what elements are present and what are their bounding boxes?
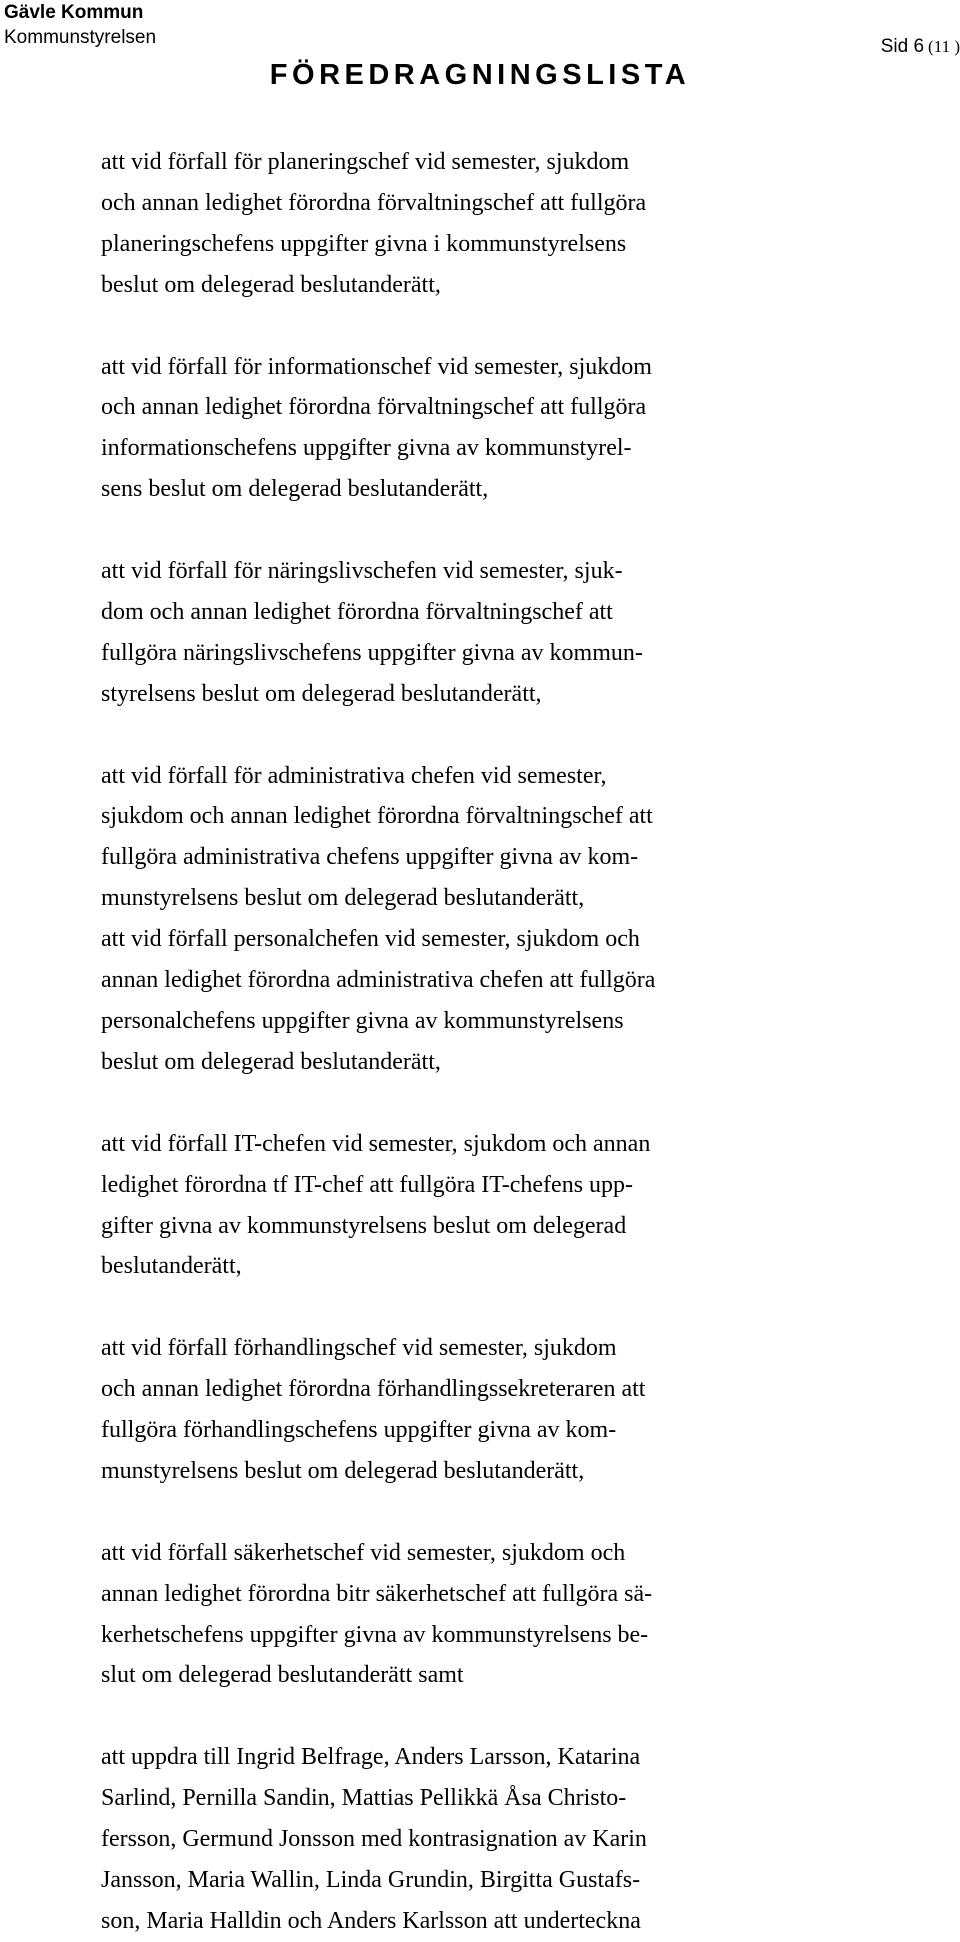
- text-line: Sarlind, Pernilla Sandin, Mattias Pellikkä Åsa Christo-: [101, 1785, 627, 1812]
- paragraph: [101, 1533, 781, 1697]
- text-line: beslut om delegerad beslutanderätt,: [101, 271, 441, 298]
- text-line: annan ledighet förordna bitr säkerhetschef att fullgöra sä-: [101, 1580, 653, 1607]
- text-line: att vid förfall för planeringschef vid semester, sjukdom: [101, 149, 630, 175]
- text-line: son, Maria Halldin och Anders Karlsson att underteckna: [101, 1907, 641, 1934]
- text-line: att vid förfall IT-chefen vid semester, sjukdom och annan: [101, 1130, 651, 1157]
- text-line: att vid förfall förhandlingschef vid semester, sjukdom: [101, 1335, 617, 1362]
- text-line: gifter givna av kommunstyrelsens beslut om delegerad: [101, 1212, 627, 1239]
- paragraph-spacer: [101, 1492, 781, 1533]
- text-line: slut om delegerad beslutanderätt samt: [101, 1662, 464, 1689]
- text-line: fullgöra näringslivschefens uppgifter givna av kommun-: [101, 639, 643, 666]
- text-line: att vid förfall för informationschef vid semester, sjukdom: [101, 353, 652, 380]
- paragraph: [101, 756, 781, 1083]
- document-body: [101, 142, 781, 1942]
- text-line: och annan ledighet förordna förhandlingssekreteraren att: [101, 1376, 646, 1403]
- text-line: styrelsens beslut om delegerad beslutanderätt,: [101, 680, 542, 707]
- paragraph-spacer: [101, 1696, 781, 1737]
- document-title: FÖREDRAGNINGSLISTA: [269, 59, 691, 91]
- paragraph-spacer: [101, 306, 781, 347]
- paragraph: [101, 1328, 781, 1492]
- text-line: personalchefens uppgifter givna av kommunstyrelsens: [101, 1007, 624, 1034]
- paragraph: [101, 551, 781, 715]
- paragraph-spacer: [101, 1287, 781, 1328]
- text-line: fullgöra förhandlingschefens uppgifter givna av kom-: [101, 1417, 617, 1444]
- text-line: fersson, Germund Jonsson med kontrasignation av Karin: [101, 1826, 647, 1853]
- text-line: ledighet förordna tf IT-chef att fullgöra IT-chefens upp-: [101, 1171, 634, 1198]
- page-header-left: [4, 0, 156, 50]
- text-line: att vid förfall personalchefen vid semester, sjukdom och: [101, 926, 640, 953]
- text-line: annan ledighet förordna administrativa chefen att fullgöra: [101, 967, 656, 994]
- text-line: informationschefens uppgifter givna av kommunstyrel-: [101, 435, 632, 462]
- department-name: Kommunstyrelsen: [4, 27, 157, 48]
- text-line: beslut om delegerad beslutanderätt,: [101, 1048, 441, 1075]
- text-line: och annan ledighet förordna förvaltningschef att fullgöra: [101, 394, 647, 421]
- text-line: att vid förfall för administrativa chefen vid semester,: [101, 762, 607, 789]
- text-line: sjukdom och annan ledighet förordna förvaltningschef att: [101, 803, 653, 830]
- text-line: kerhetschefens uppgifter givna av kommunstyrelsens be-: [101, 1621, 649, 1648]
- text-line: att vid förfall säkerhetschef vid semester, sjukdom och: [101, 1539, 626, 1566]
- text-line: sens beslut om delegerad beslutanderätt,: [101, 476, 489, 503]
- paragraph: [101, 1737, 781, 1942]
- text-line: att vid förfall för näringslivschefen vid semester, sjuk-: [101, 558, 623, 585]
- text-line: dom och annan ledighet förordna förvaltningschef att: [101, 598, 613, 625]
- page-label: Sid 6: [880, 36, 925, 57]
- text-line: planeringschefens uppgifter givna i kommunstyrelsens: [101, 230, 627, 257]
- text-line: munstyrelsens beslut om delegerad beslutanderätt,: [101, 885, 585, 912]
- text-line: att uppdra till Ingrid Belfrage, Anders Larsson, Katarina: [101, 1744, 641, 1771]
- paragraph-spacer: [101, 1083, 781, 1124]
- paragraph-spacer: [101, 510, 781, 551]
- paragraph: [101, 347, 781, 511]
- paragraph-spacer: [101, 715, 781, 756]
- text-line: Jansson, Maria Wallin, Linda Grundin, Birgitta Gustafs-: [101, 1866, 641, 1893]
- organization-name: Gävle Kommun: [4, 2, 144, 23]
- text-line: fullgöra administrativa chefens uppgifter givna av kom-: [101, 844, 639, 871]
- text-line: beslutanderätt,: [101, 1253, 242, 1280]
- text-line: munstyrelsens beslut om delegerad beslutanderätt,: [101, 1457, 585, 1484]
- text-line: och annan ledighet förordna förvaltningschef att fullgöra: [101, 189, 647, 216]
- paragraph: [101, 142, 781, 306]
- page-total: (11 ): [928, 37, 960, 56]
- page-number: [881, 35, 960, 59]
- paragraph: [101, 1124, 781, 1288]
